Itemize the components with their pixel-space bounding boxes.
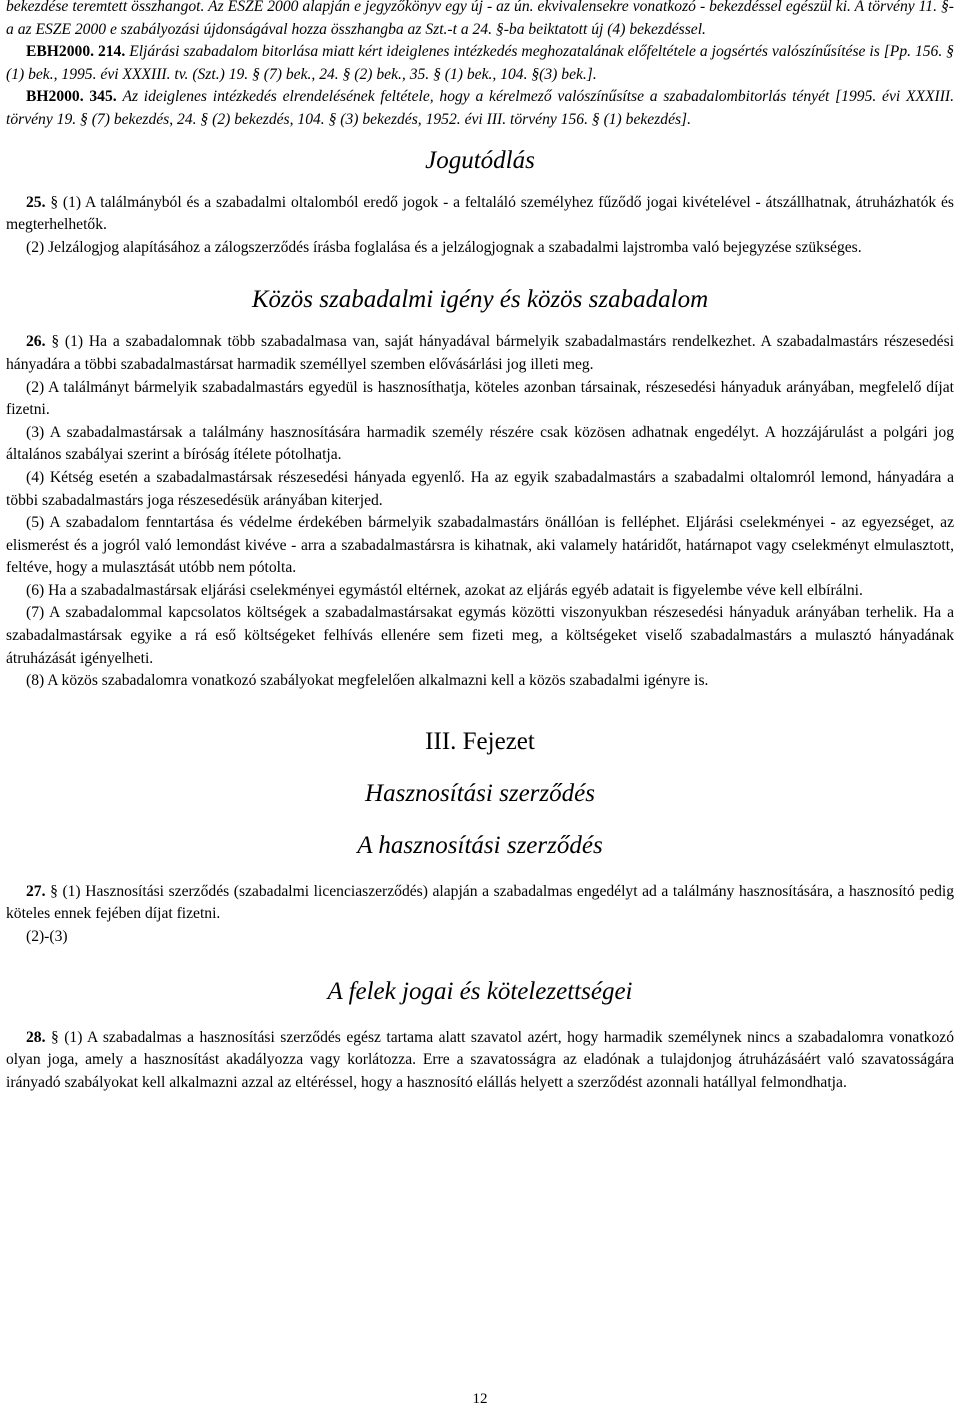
document-page (6, 0, 954, 1094)
section-27-p2: (2)-(3) (26, 928, 68, 946)
section-26-p7: (7) A szabadalommal kapcsolatos költségek a szabadalmastársakat egymás közötti viszonyukban részesedési hányaduk arányában terhelik. Ha a szabadalmastársak egyike a rá eső költségeket felhívás ellenére sem fizeti meg, a költségeket viselő szabadalmastárs a mulasztó hányadának átruházását igényelheti. (6, 604, 954, 667)
section-28-p1-text: § (1) A szabadalmas a hasznosítási szerződés egész tartama alatt szavatol azért, hogy harmadik személynek nincs a szabadalomra vonatkozó olyan joga, amely a hasznosítást akadályozza vagy korlátozza. Erre a szavatosságra az eladónak a tulajdonjog átruházásáért való szavatosságára irányadó szabályokat kell alkalmazni azzal az eltéréssel, hogy a hasznosító elállás helyett a szerződést azonnali hatállyal felmondhatja. (6, 1028, 954, 1091)
section-26-p1-text: § (1) Ha a szabadalomnak több szabadalmasa van, saját hányadával bármelyik szabadalmastárs rendelkezhet. A szabadalmastárs részesedési hányadára a többi szabadalmastársat harmadik személlyel szemben elővásárlási jog illeti meg. (6, 333, 955, 373)
section-26-p2: (2) A találmányt bármelyik szabadalmastárs egyedül is hasznosíthatja, köteles azonban társainak, részesedési hányaduk arányában, megfelelő díjat fizetni. (6, 378, 954, 419)
section-28-number: 28. (26, 1028, 46, 1046)
section-26-number: 26. (26, 333, 46, 351)
section-27-p1-text: § (1) Hasznosítási szerződés (szabadalmi licenciaszerződés) alapján a szabadalmas engedélyt ad a találmány hasznosítására, a hasznosító pedig köteles ennek fejében díjat fizetni. (6, 882, 954, 923)
section-26-p5: (5) A szabadalom fenntartása és védelme érdekében bármelyik szabadalmastárs önállóan is felléphet. Eljárási cselekményei - az egyezséget, az elismerést és a jogról való lemondást kivéve - arra a szabadalmastársra is kihatnak, aki valamely határidőt, határnapot vagy cselekményt elmulasztott, feltéve, hogy a mulasztását utóbb nem pótolta. (6, 514, 954, 577)
section-25-p1 (6, 192, 954, 237)
chapter-title: III. Fejezet (425, 727, 535, 755)
section-27-number: 27. (26, 882, 46, 900)
bh-case-note (6, 86, 954, 131)
heading-felek-jogai: A felek jogai és kötelezettségei (327, 977, 633, 1005)
section-26-p8: (8) A közös szabadalomra vonatkozó szabályokat megfelelően alkalmazni kell a közös szabadalmi igényre is. (26, 672, 709, 690)
section-25-number: 25. (26, 193, 46, 211)
chapter-subtitle: Hasznosítási szerződés (365, 779, 595, 807)
page-number: 12 (472, 1391, 488, 1407)
intro-paragraph: bekezdése teremtett összhangot. Az ESZE 2000 alapján e jegyzőkönyv egy új - az ún. ekvivalensekre vonatkozó - bekezdéssel egészül ki. A törvény 11. §-a az ESZE 2000 e szabályozási újdonságával hozza összhangba az Szt.-t a 24. §-ba beiktatott új (4) bekezdéssel. (6, 0, 954, 38)
heading-jogutodlas: Jogutódlás (425, 146, 535, 174)
ebh-text: Eljárási szabadalom bitorlása miatt kért ideiglenes intézkedés meghozatalának előfeltétele a jogsértés valószínűsítése is [Pp. 156. § (1) bek., 1995. évi XXXIII. tv. (Szt.) 19. § (7) bek., 24. § (2) bek., 35. § (1) bek., 104. §(3) bek.]. (6, 43, 954, 83)
section-26-p1 (6, 331, 954, 376)
ebh-reference: EBH2000. 214. (26, 43, 126, 61)
bh-text: Az ideiglenes intézkedés elrendelésének feltétele, hogy a kérelmező valószínűsítse a szabadalombitorlás tényét [1995. évi XXXIII. törvény 19. § (7) bekezdés, 24. § (2) bekezdés, 104. § (3) bekezdés, 1952. évi III. törvény 156. § (1) bekezdés]. (6, 88, 954, 128)
section-28-p1 (6, 1027, 954, 1095)
section-25-p2: (2) Jelzálogjog alapításához a zálogszerződés írásba foglalása és a jelzálogjognak a szabadalmi lajstromba való bejegyzése szükséges. (26, 238, 862, 256)
section-26-p6: (6) Ha a szabadalmastársak eljárási cselekményei egymástól eltérnek, azokat az eljárás egyéb adatait is figyelembe véve kell elbírálni. (26, 581, 863, 599)
section-26-p4: (4) Kétség esetén a szabadalmastársak részesedési hányada egyenlő. Ha az egyik szabadalmastárs a szabadalmi oltalomról lemond, hányadára a többi szabadalmastárs joga részesedésük arányában kiterjed. (6, 468, 954, 509)
section-27-p1 (6, 881, 954, 926)
section-26-p3: (3) A szabadalmastársak a találmány hasznosítására harmadik személy részére csak közösen adhatnak engedélyt. A hozzájárulást a polgári jog általános szabályai szerint a bíróság ítélete pótolhatja. (6, 423, 954, 464)
heading-kozos-szabadalom: Közös szabadalmi igény és közös szabadalom (251, 286, 709, 314)
ebh-case-note (6, 41, 954, 86)
section-25-p1-text: § (1) A találmányból és a szabadalmi oltalomból eredő jogok - a feltaláló személyhez fűződő jogai kivételével - átszállhatnak, átruházhatók és megterhelhetők. (6, 193, 954, 234)
heading-hasznositasi-szerzodes: A hasznosítási szerződés (357, 831, 603, 859)
bh-reference: BH2000. 345. (26, 88, 117, 106)
